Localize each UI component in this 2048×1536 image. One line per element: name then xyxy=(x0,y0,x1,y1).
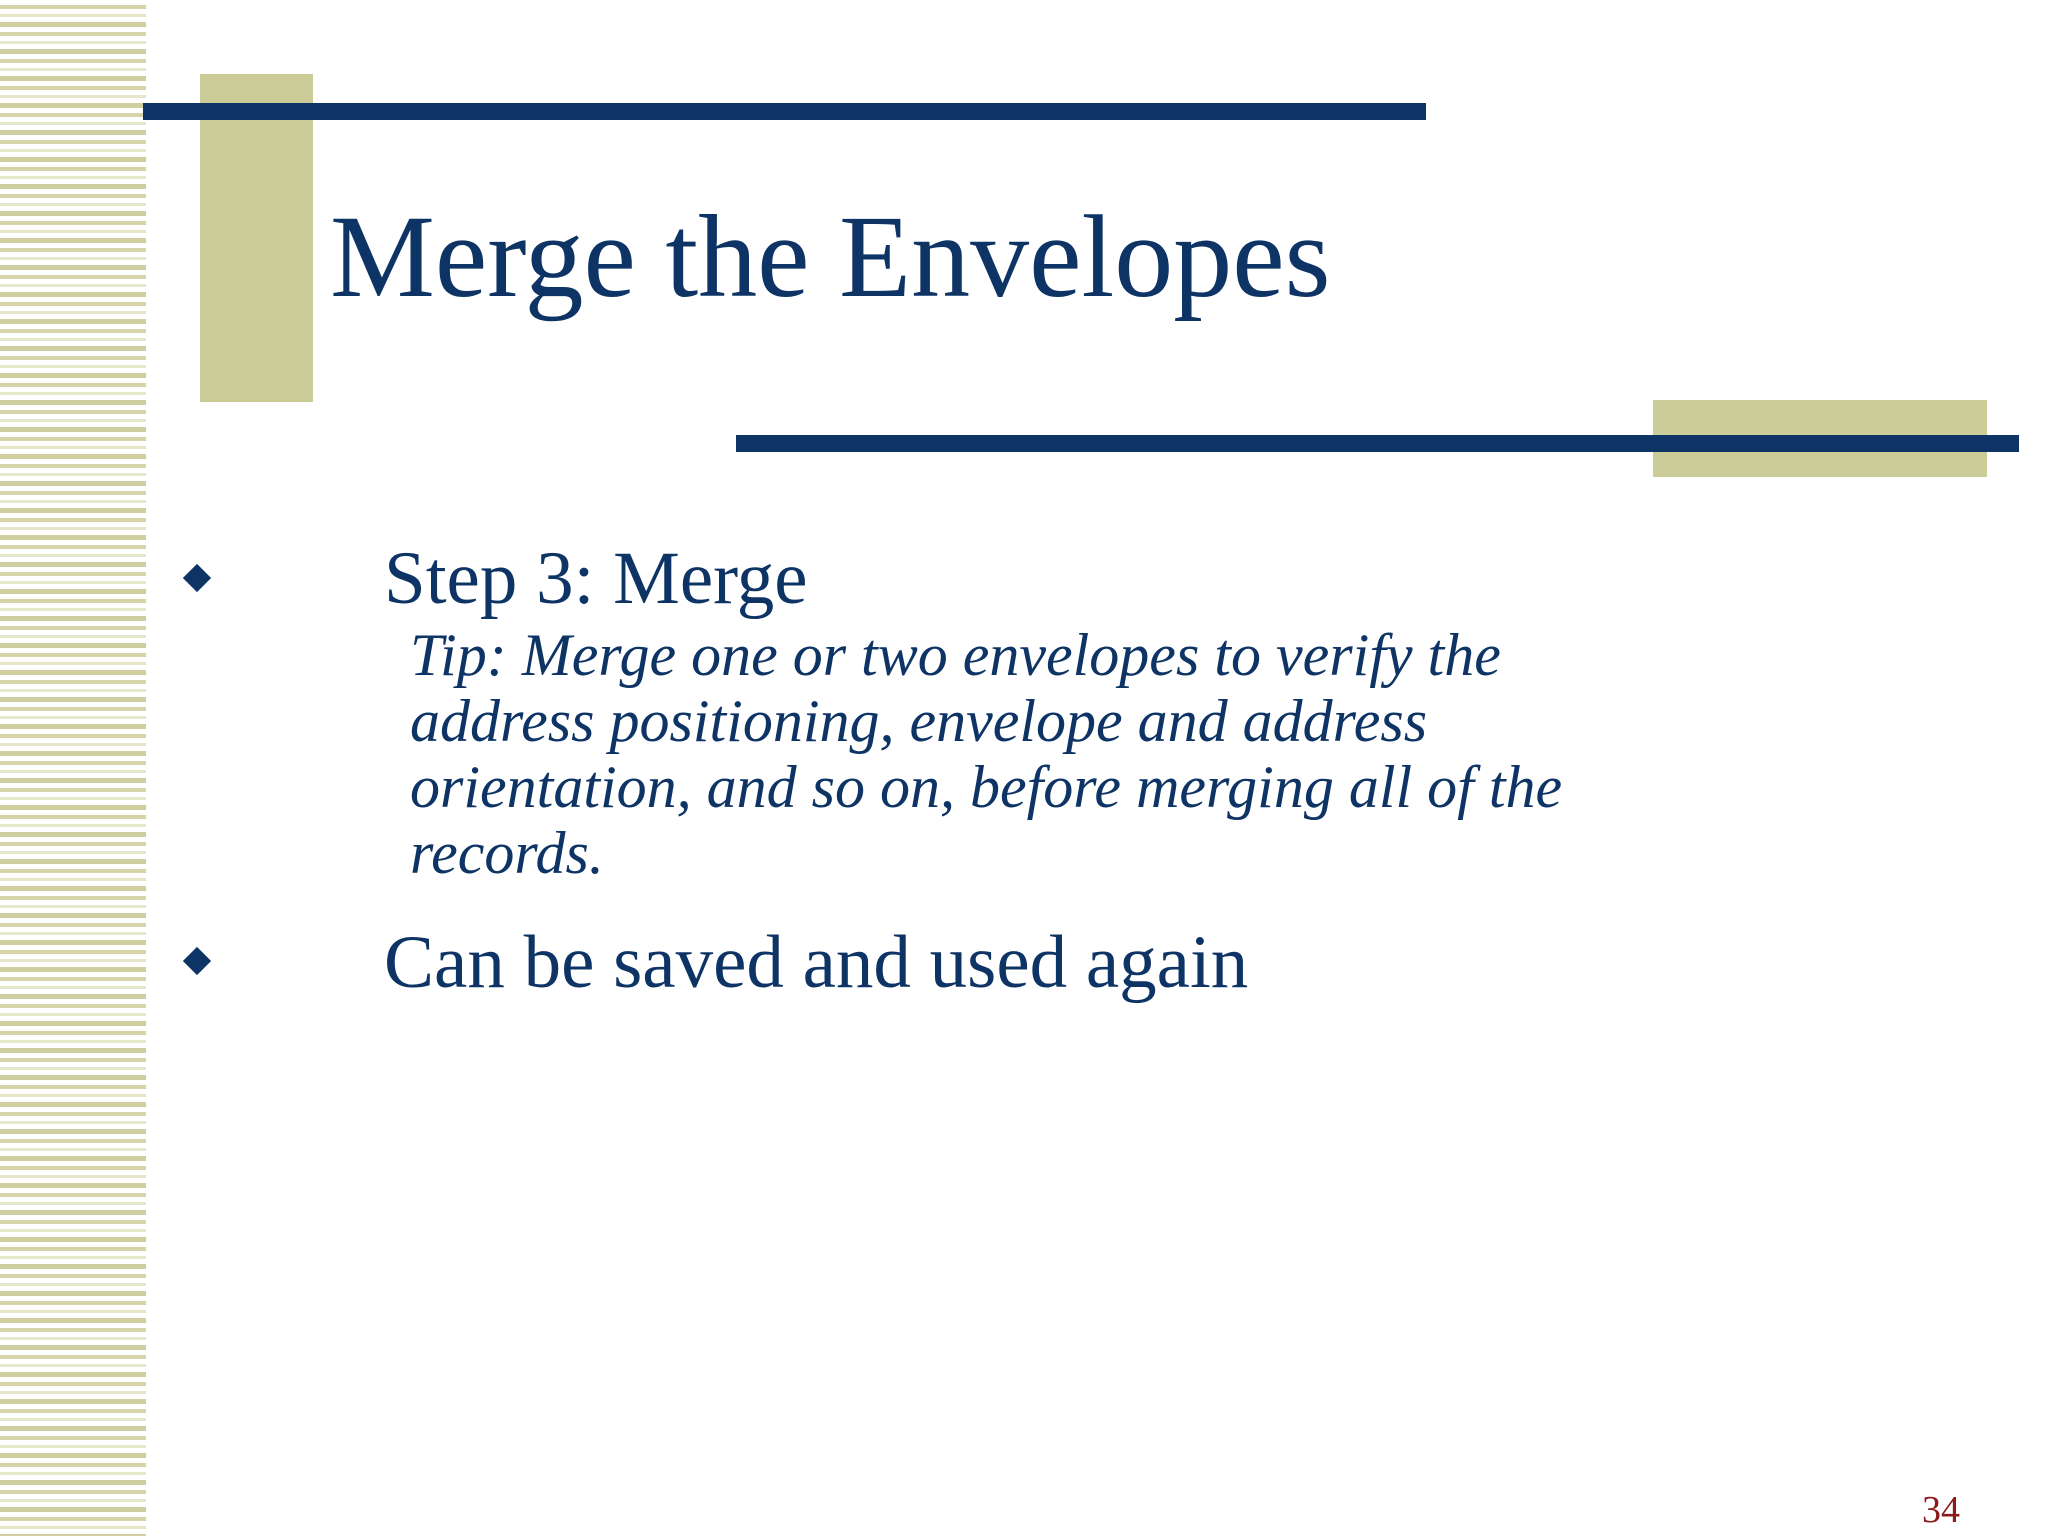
accent-block-top xyxy=(200,74,313,402)
diamond-bullet-icon xyxy=(183,564,211,592)
tip-line: orientation, and so on, before merging all of the xyxy=(410,754,1563,820)
tip-text xyxy=(410,622,1740,886)
tip-line: address positioning, envelope and address xyxy=(410,688,1428,754)
decorative-stripes xyxy=(0,0,146,1536)
title-rule-bottom xyxy=(736,435,2019,452)
bullet-item-saved: Can be saved and used again xyxy=(384,921,1249,1004)
page-number: 34 xyxy=(1922,1489,1960,1531)
bullet-item-step-3: Step 3: Merge xyxy=(384,537,808,620)
title-rule-top xyxy=(143,103,1426,120)
diamond-bullet-icon xyxy=(183,947,211,975)
slide-title: Merge the Envelopes xyxy=(330,191,1331,322)
tip-line: records. xyxy=(410,820,604,886)
tip-line: Tip: Merge one or two envelopes to verify the xyxy=(410,622,1501,688)
